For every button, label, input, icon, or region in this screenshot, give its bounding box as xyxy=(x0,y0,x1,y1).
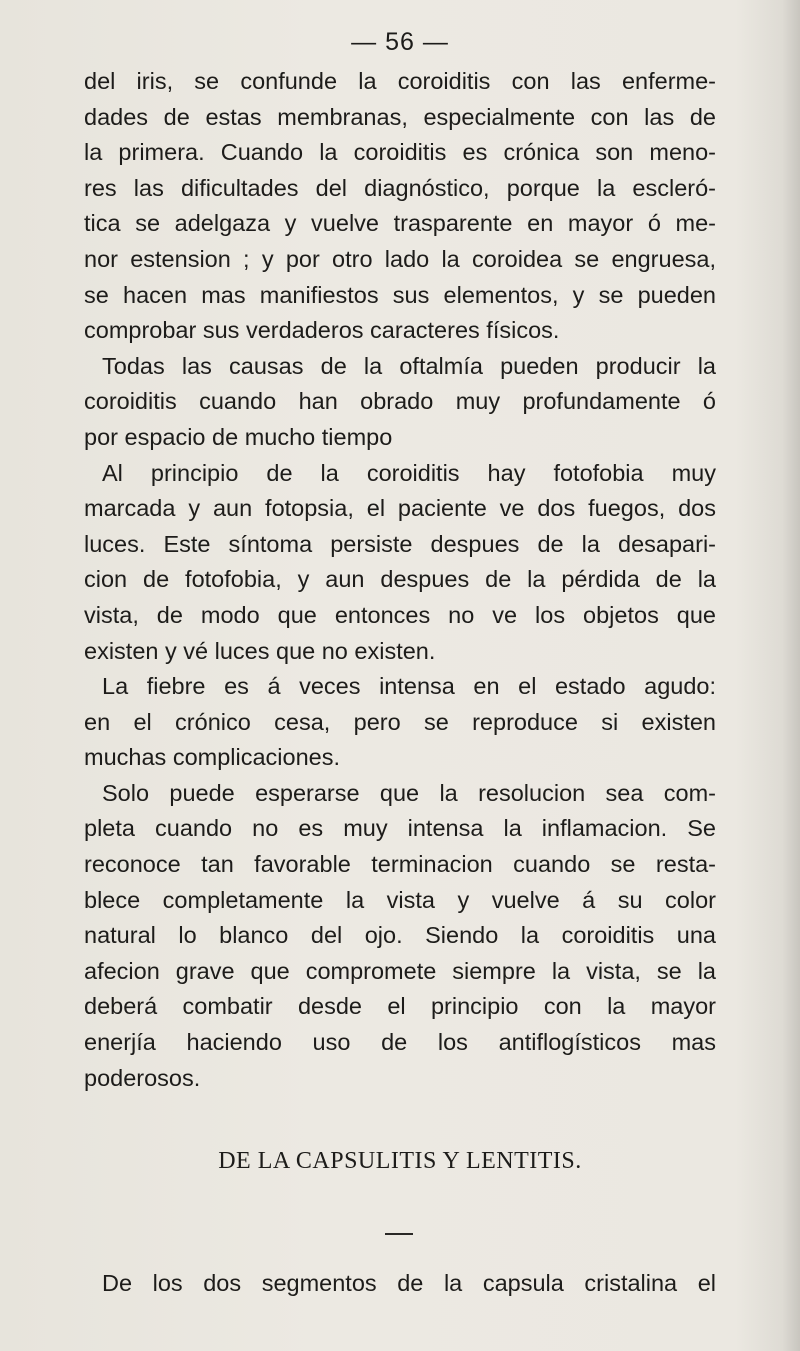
body-text xyxy=(84,64,716,1096)
text-line: deberá combatir desde el principio con la mayor xyxy=(84,993,716,1020)
text-line: poderosos. xyxy=(84,1064,201,1091)
page-number: — 56 — xyxy=(351,28,449,56)
text-line: muchas complicaciones. xyxy=(84,744,340,771)
text-line: se hacen mas manifiestos sus elementos, y se pueden xyxy=(84,281,716,308)
text-line: nor estension ; y por otro lado la coroidea se engruesa, xyxy=(84,245,716,272)
text-line: natural lo blanco del ojo. Siendo la coroiditis una xyxy=(84,922,716,949)
text-line: blece completamente la vista y vuelve á su color xyxy=(84,886,716,913)
text-line: enerjía haciendo uso de los antiflogísticos mas xyxy=(84,1029,716,1056)
text-line: por espacio de mucho tiempo xyxy=(84,423,393,450)
text-line: la primera. Cuando la coroiditis es crónica son meno- xyxy=(84,139,716,166)
text-line: De los dos segmentos de la capsula cristalina el xyxy=(102,1270,716,1296)
heading-rule xyxy=(385,1233,413,1235)
text-line: luces. Este síntoma persiste despues de la desapari- xyxy=(84,530,716,557)
text-line: res las dificultades del diagnóstico, porque la escleró- xyxy=(84,174,716,201)
text-line: Al principio de la coroiditis hay fotofobia muy xyxy=(102,459,716,486)
text-line: dades de estas membranas, especialmente con las de xyxy=(84,103,716,130)
text-line: marcada y aun fotopsia, el paciente ve dos fuegos, dos xyxy=(84,495,716,522)
text-line: vista, de modo que entonces no ve los objetos que xyxy=(84,601,716,628)
text-line: comprobar sus verdaderos caracteres físicos. xyxy=(84,317,560,344)
text-line: del iris, se confunde la coroiditis con las enferme- xyxy=(84,68,716,94)
text-line: Todas las causas de la oftalmía pueden producir la xyxy=(102,352,716,379)
text-line: reconoce tan favorable terminacion cuando se resta- xyxy=(84,851,716,878)
text-line: existen y vé luces que no existen. xyxy=(84,637,436,664)
text-line: coroiditis cuando han obrado muy profundamente ó xyxy=(84,388,716,415)
text-line: Solo puede esperarse que la resolucion sea com- xyxy=(102,779,716,806)
text-line: cion de fotofobia, y aun despues de la pérdida de la xyxy=(84,566,716,593)
text-line: La fiebre es á veces intensa en el estado agudo: xyxy=(102,673,716,700)
section-heading: DE LA CAPSULITIS Y LENTITIS. xyxy=(218,1148,582,1174)
text-line: afecion grave que compromete siempre la vista, se la xyxy=(84,957,716,984)
text-line: pleta cuando no es muy intensa la inflamacion. Se xyxy=(84,815,716,842)
text-line: en el crónico cesa, pero se reproduce si existen xyxy=(84,708,716,735)
text-line: tica se adelgaza y vuelve trasparente en mayor ó me- xyxy=(84,210,716,237)
